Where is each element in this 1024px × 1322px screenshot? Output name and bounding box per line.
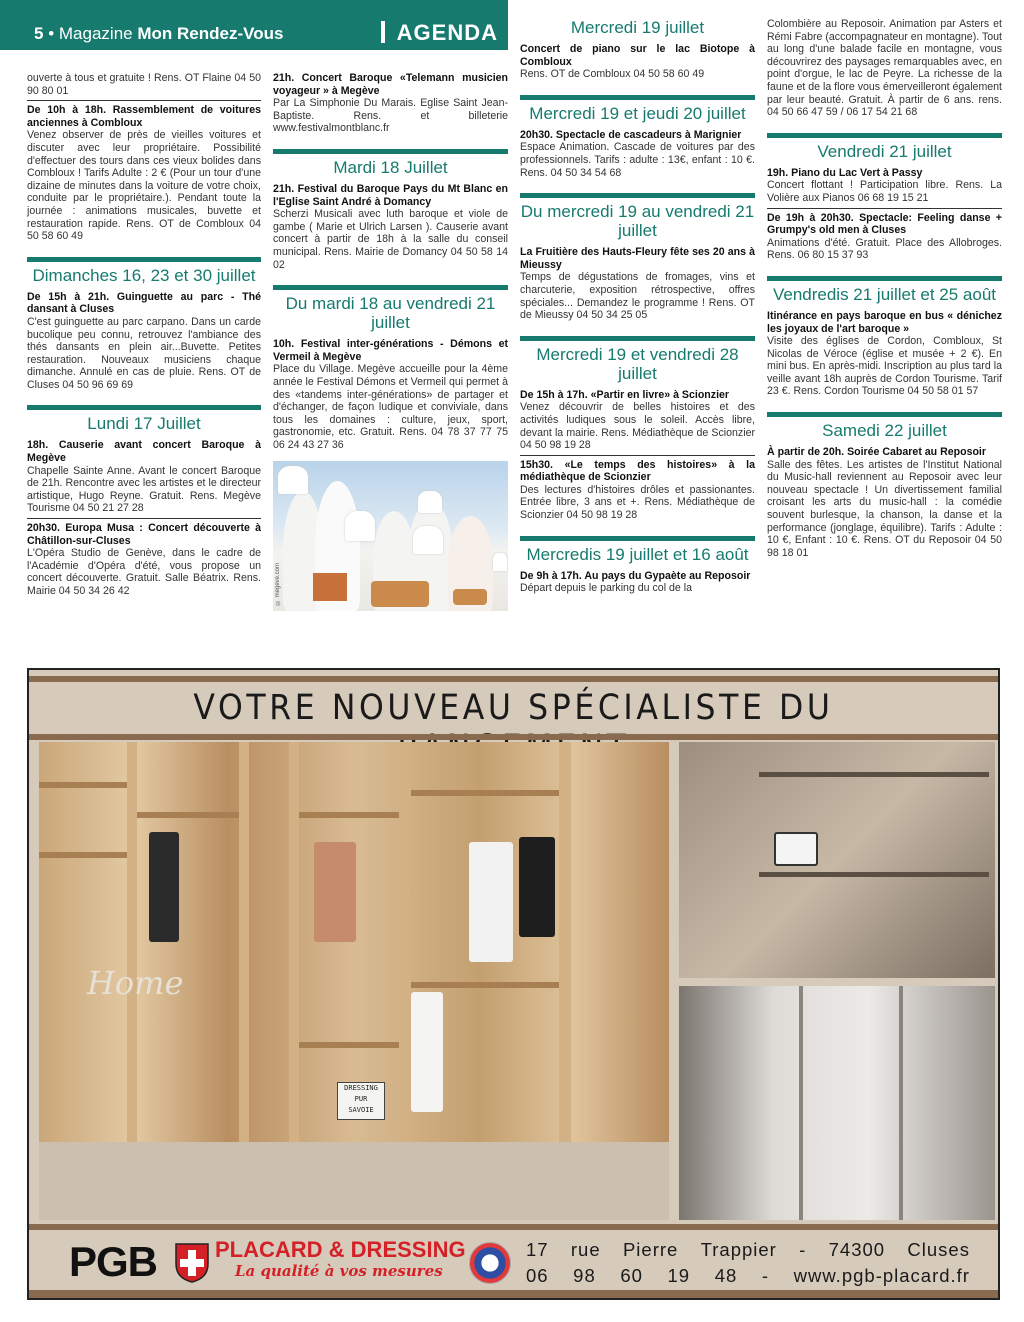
- website-link[interactable]: www.pgb-placard.fr: [793, 1265, 970, 1286]
- divider: [767, 208, 1002, 209]
- address-word: -: [799, 1239, 807, 1260]
- closet-shelf: [137, 812, 239, 818]
- event-text: Par La Simphonie Du Marais. Eglise Saint Jean-Baptiste. Rens. et billeterie www.festivalmontblanc.fr: [273, 97, 508, 135]
- address-word: Cluses: [907, 1239, 970, 1260]
- column-1: [27, 72, 261, 598]
- date-heading: Dimanches 16, 23 et 30 juillet: [32, 265, 256, 285]
- section-divider: [767, 276, 1002, 281]
- chef-hat-icon: [418, 491, 442, 513]
- address-word: Trappier: [700, 1239, 777, 1260]
- chef-hat-icon: [493, 553, 507, 571]
- date-heading: Mercredi 19 et vendredi 28 juillet: [536, 344, 739, 383]
- ad-band: [29, 676, 998, 682]
- divider: [520, 455, 755, 456]
- bullet-separator: •: [48, 24, 55, 43]
- event-title: 20h30. Europa Musa : Concert découverte à Châtillon-sur-Cluses: [27, 522, 261, 547]
- divider: [27, 100, 261, 101]
- section-divider: [27, 405, 261, 410]
- date-heading: Samedi 22 juillet: [822, 421, 947, 441]
- event-title: De 19h à 20h30. Spectacle: Feeling danse + Grumpy's old men à Cluses: [767, 211, 1002, 237]
- section-divider: [520, 95, 755, 100]
- chef-hat-icon: [345, 511, 375, 541]
- section-divider: [273, 149, 508, 154]
- ad-band: [29, 734, 998, 740]
- chef-hat-icon: [278, 466, 308, 494]
- photo-credit: © megeve.com: [275, 563, 281, 606]
- event-title: De 15h à 17h. «Partir en livre» à Scionzier: [520, 388, 730, 401]
- made-in-france-badge-icon: [469, 1242, 511, 1284]
- phone-part: 06: [526, 1265, 549, 1286]
- event-text: Salle des fêtes. Les artistes de l'Institut National du Music-hall reviennent au Reposoir avec leur nouveau spectacle ! Un divertissement familial croisant les arts du music-hall : la comédie souvent burlesque, la chanson, la danse et la performance (jonglage, équilibre). Tarifs : Adulte : 10 €, Enfant : 10 €. Rens. OT du Reposoir 04 50 98 18 01: [767, 458, 1002, 559]
- event-title: De 10h à 18h. Rassemblement de voitures anciennes à Combloux: [27, 104, 261, 129]
- event-text: Concert flottant ! Participation libre. Rens. La Volière aux Pianos 06 68 19 15 21: [767, 179, 1002, 204]
- closet-floor: [39, 1142, 669, 1220]
- date-heading: Du mercredi 19 au vendredi 21 juillet: [520, 202, 755, 241]
- address-word: rue: [570, 1239, 601, 1260]
- date-heading: Vendredis 21 juillet et 25 août: [772, 284, 997, 304]
- brand-name: PLACARD & DRESSING: [215, 1237, 466, 1262]
- event-title: Itinérance en pays baroque en bus « dénichez les joyaux de l'art baroque »: [767, 309, 1002, 335]
- event-text: ouverte à tous et gratuite ! Rens. OT Flaine 04 50 90 80 01: [27, 72, 261, 97]
- event-text: L'Opéra Studio de Genève, dans le cadre de l'Académie d'Opéra d'été, vous propose un concert découverte. Gratuit. Salle Béatrix. Rens. Mairie 04 50 34 26 42: [27, 547, 261, 597]
- event-text: Espace Animation. Cascade de voitures par des professionnels. Tarifs : adulte : 13€, enfant : 10 €. Rens. 04 50 34 54 68: [520, 141, 755, 179]
- event-text: Temps de dégustations de fromages, vins et charcuterie, exposition rétrospective, offres spéciales... Demandez le programme ! Rens. OT de Mieussy 04 50 34 25 05: [520, 271, 755, 322]
- event-text: Rens. OT de Combloux 04 50 58 60 49: [520, 68, 705, 81]
- phone-part: 98: [573, 1265, 596, 1286]
- date-heading: Lundi 17 Juillet: [87, 414, 201, 434]
- section-divider: [520, 193, 755, 198]
- address-word: 74300: [828, 1239, 886, 1260]
- event-title: 18h. Causerie avant concert Baroque à Megève: [27, 439, 261, 465]
- hanging-clothes: [149, 832, 179, 942]
- column-4: [767, 18, 1002, 559]
- event-title: 15h30. «Le temps des histoires» à la médiathèque de Scionzier: [520, 458, 755, 484]
- event-text: Animations d'été. Gratuit. Place des Allobroges. Rens. 06 80 15 37 93: [767, 236, 1002, 262]
- event-text: C'est guinguette au parc carpano. Dans un carde bucolique peu connu, retrouvez l'ambiance des thés dansants en plein air...Buvette. Petites restauration. Nouveaux musiciens chaque dimanche. Annulé en cas de pluie. Rens. OT de Cluses 04 50 96 69 69: [27, 315, 261, 391]
- date-heading: Mercredi 19 juillet: [570, 18, 705, 37]
- event-text: Place du Village. Megève accueille pour la 4ème année le Festival Démons et Vermeil qui permet à des «tandems inter-générations» de partager et d'échanger, de façon ludique et conviviale, dans tous les domaines : culture, jeux, sport, gastronomie, etc. Gratuit. Rens. 04 78 37 77 75 06 24 43 27 36: [273, 363, 508, 451]
- section-title: [381, 20, 498, 46]
- pgb-logo: PGB: [69, 1238, 158, 1285]
- door-frame: [799, 986, 803, 1220]
- cake: [371, 581, 429, 607]
- magazine-header: [0, 0, 508, 50]
- event-text: Départ depuis le parking du col de la: [520, 582, 692, 595]
- walk-in-closet-photo: [39, 742, 669, 1220]
- page-number: 5: [34, 24, 44, 43]
- event-title: De 9h à 17h. Au pays du Gypaète au Reposoir: [520, 569, 751, 582]
- wardrobe-photo: [679, 742, 995, 978]
- divider: [27, 518, 261, 519]
- hanging-clothes: [469, 842, 513, 962]
- column-2: [273, 72, 508, 611]
- drawer-stack: [411, 992, 443, 1112]
- home-sign: Home: [87, 964, 184, 1002]
- phone-web-line: [526, 1263, 970, 1289]
- date-heading: Mercredi 19 et jeudi 20 juillet: [529, 103, 746, 123]
- event-title: La Fruitière des Hauts-Fleury fête ses 20 ans à Mieussy: [520, 246, 755, 271]
- closet-shelf: [759, 772, 989, 777]
- event-title: Concert de piano sur le lac Biotope à Combloux: [520, 43, 755, 68]
- event-text: Venez observer de près de vieilles voitures et discuter avec leur propriétaire. Possibilité d'effectuer des tours dans ces vieux bolides dans Combloux ! Tarifs Adulte : 2 € (Pour un tour d'une dizaine de minutes dans la voiture de votre choix, conduite par le propriétaire.). Pendant toute la journée : animations musicales, buvette et restauration rapide. Rens. OT de Combloux 04 50 58 60 49: [27, 129, 261, 243]
- cake: [453, 589, 487, 605]
- event-title: 20h30. Spectacle de cascadeurs à Marignier: [520, 128, 742, 141]
- phone-part: 19: [667, 1265, 691, 1286]
- date-heading: Mercredis 19 juillet et 16 août: [526, 544, 749, 564]
- closet-shelf: [299, 1042, 399, 1048]
- plant-pot: [313, 573, 347, 601]
- event-text: Des lectures d'histoires drôles et passionantes. Entrée libre, 3 ans et +. Rens. Médiathèque de Scionzier 04 50 98 19 28: [520, 483, 755, 522]
- ad-footer: [29, 1224, 998, 1290]
- section-label: AGENDA: [396, 20, 498, 45]
- separator: -: [761, 1265, 770, 1286]
- date-heading: Vendredi 21 juillet: [817, 141, 952, 161]
- event-text: Scherzi Musicali avec luth baroque et viole de gambe ( Marie et Ulrich Larsen ). Causerie avant concert à partir de 18h à la salle du conseil municipal. Rens. Mairie de Domancy 04 50 58 14 02: [273, 208, 508, 271]
- dressing-sign: [337, 1082, 385, 1120]
- closet-shelf: [759, 872, 989, 877]
- date-heading: Mardi 18 Juillet: [333, 157, 448, 177]
- section-divider: [520, 336, 755, 341]
- magazine-name: Mon Rendez-Vous: [137, 24, 284, 43]
- section-bar-icon: [381, 21, 385, 43]
- event-title: 21h. Concert Baroque «Telemann musicien voyageur » à Megève: [273, 72, 508, 97]
- event-text: Venez découvrir de belles histoires et des activités ludiques sous le soleil. Accès libre, devant la mairie. Rens. Médiathèque de Scionzier 04 50 98 19 28: [520, 401, 755, 452]
- ad-band: [29, 1290, 998, 1298]
- phone-part: 60: [620, 1265, 643, 1286]
- chefs-photo: [273, 461, 508, 611]
- closet-shelf: [39, 852, 127, 858]
- address-word: 17: [526, 1239, 549, 1260]
- closet-shelf: [299, 812, 399, 818]
- section-divider: [520, 536, 755, 541]
- closet-shelf: [411, 982, 559, 988]
- sign-line: SAVOIE: [348, 1106, 374, 1114]
- sign-line: PUR: [354, 1095, 368, 1103]
- event-text: Chapelle Sainte Anne. Avant le concert Baroque de 21h. Rencontre avec les artistes et le directeur artistique, Hugo Reyne. Gratuit. Rens. Megève Tourisme 04 50 21 27 28: [27, 464, 261, 515]
- event-text: Colombière au Reposoir. Animation par Asters et Rémi Fabre (accompagnateur en montagne). Tout au long d'une balade facile en montagne, vous découvrirez des paysages remarquables avec, en point d'orgue, le lac de Peyre. La richesse de la faune et de la flore vous émerveilleront également par leur beauté. Gratuit. À partir de 6 ans. rens. 04 50 66 47 59 / 06 17 54 21 68: [767, 18, 1002, 119]
- event-title: 21h. Festival du Baroque Pays du Mt Blanc en l'Eglise Saint André à Domancy: [273, 182, 508, 208]
- pgb-advertisement: [27, 668, 1000, 1300]
- address-word: Pierre: [622, 1239, 679, 1260]
- sliding-doors-photo: [679, 986, 995, 1220]
- sign-line: DRESSING: [344, 1084, 378, 1092]
- closet-shelf: [411, 790, 559, 796]
- chef-hat-icon: [413, 526, 443, 554]
- date-heading: Du mardi 18 au vendredi 21 juillet: [285, 294, 496, 333]
- tv-screen: [774, 832, 818, 866]
- event-title: À partir de 20h. Soirée Cabaret au Reposoir: [767, 446, 987, 459]
- section-divider: [767, 412, 1002, 417]
- contact-block: [526, 1237, 970, 1289]
- closet-shelf: [39, 782, 127, 788]
- event-title: 10h. Festival inter-générations - Démons et Vermeil à Megève: [273, 338, 508, 363]
- event-text: Visite des églises de Cordon, Combloux, St Nicolas de Véroce (église et musée + 2 €). En mini bus. En après-midi. Inscription au plus tard la veille avant 18h auprès de Cordon Tourisme. Tarif 23 €. Rens. Cordon Tourisme 04 50 58 01 57: [767, 335, 1002, 398]
- section-divider: [27, 257, 261, 262]
- column-3: [520, 16, 755, 595]
- hanging-clothes: [314, 842, 356, 942]
- address-line: [526, 1237, 970, 1263]
- phone-part: 48: [714, 1265, 738, 1286]
- door-frame: [899, 986, 903, 1220]
- section-divider: [273, 285, 508, 290]
- magazine-title: [34, 24, 283, 44]
- magazine-prefix: Magazine: [58, 24, 133, 43]
- savoie-shield-icon: [174, 1242, 210, 1284]
- section-divider: [767, 133, 1002, 138]
- ad-headline: VOTRE NOUVEAU SPÉCIALISTE DU: [193, 688, 834, 728]
- hanging-clothes: [519, 837, 555, 937]
- brand-slogan: La qualité à vos mesures: [235, 1262, 443, 1280]
- event-title: 19h. Piano du Lac Vert à Passy: [767, 166, 923, 179]
- event-title: De 15h à 21h. Guinguette au parc - Thé dansant à Cluses: [27, 290, 261, 316]
